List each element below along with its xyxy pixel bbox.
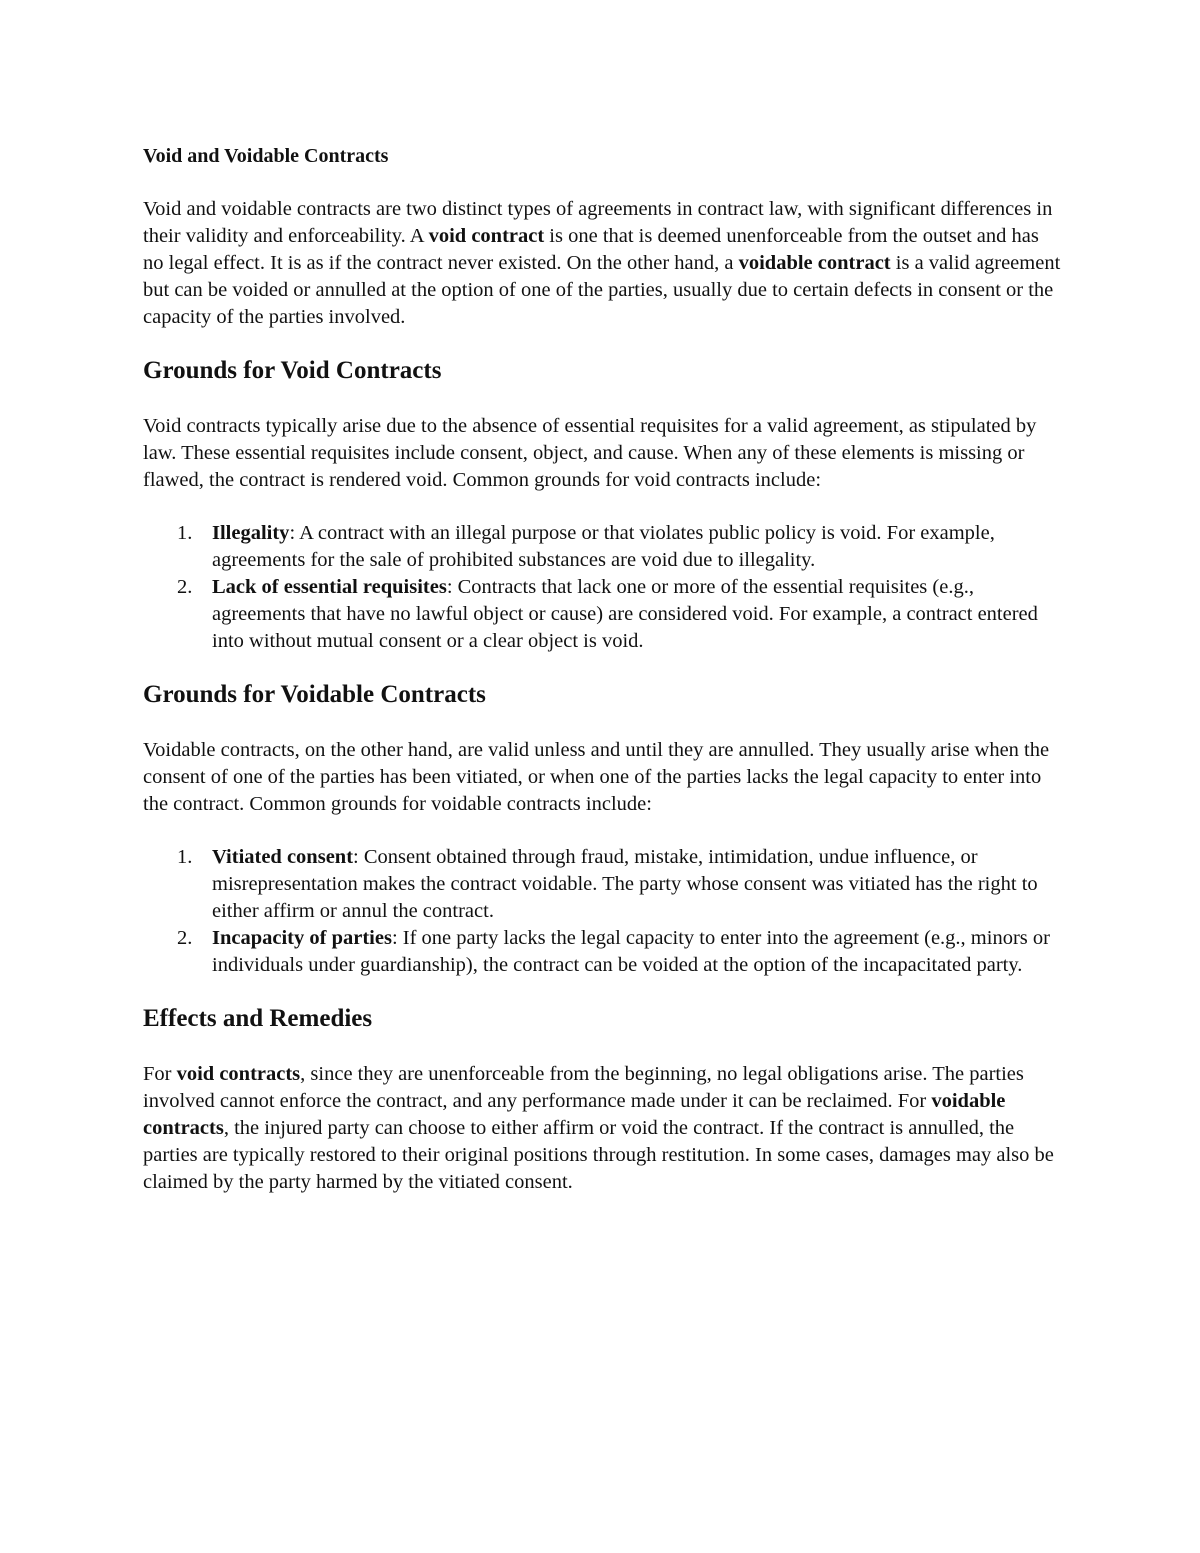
list-item-text: : A contract with an illegal purpose or that violates public policy is void. For example, agreements for the sale of prohibited substances are void due to illegality. [212, 522, 995, 571]
list-item-text: : Consent obtained through fraud, mistake, intimidation, undue influence, or misrepresentation makes the contract voidable. The party whose consent was vitiated has the right to either affirm or annul the contract. [212, 846, 1038, 922]
list-item-term: Incapacity of parties [212, 927, 392, 949]
list-item [143, 844, 1063, 925]
document-page [143, 142, 1063, 1196]
list-item-text: : If one party lacks the legal capacity to enter into the agreement (e.g., minors or individuals under guardianship), the contract can be voided at the option of the incapacitated party. [212, 927, 1050, 976]
list-item-text: : Contracts that lack one or more of the essential requisites (e.g., agreements that have no lawful object or cause) are considered void. For example, a contract entered into without mutual consent or a clear object is void. [212, 576, 1038, 652]
voidable-section-paragraph: Voidable contracts, on the other hand, are valid unless and until they are annulled. They usually arise when the consent of one of the parties has been vitiated, or when one of the parties lacks the legal capacity to enter into the contract. Common grounds for voidable contracts include: [143, 739, 1050, 815]
void-section-paragraph: Void contracts typically arise due to the absence of essential requisites for a valid agreement, as stipulated by law. These essential requisites include consent, object, and cause. When any of these elements is missing or flawed, the contract is rendered void. Common grounds for void contracts include: [143, 415, 1037, 491]
voidable-section-heading: Grounds for Voidable Contracts [143, 681, 486, 708]
effects-bold-void-contracts: void contracts [176, 1063, 301, 1085]
void-section-heading: Grounds for Void Contracts [143, 357, 442, 384]
list-item-number: 1. [177, 846, 193, 868]
list-item-term: Vitiated consent [212, 846, 354, 868]
document-title: Void and Voidable Contracts [143, 145, 389, 167]
effects-section-heading: Effects and Remedies [143, 1005, 373, 1032]
intro-paragraph [143, 196, 1063, 331]
intro-text-3: is a valid agreement but can be voided or annulled at the option of one of the parties, usually due to certain defects in consent or the capacity of the parties involved. [143, 252, 1061, 328]
list-item-number: 2. [177, 927, 193, 949]
intro-text-2: is one that is deemed unenforceable from the outset and has no legal effect. It is as if the contract never existed. On the other hand, a [143, 225, 1039, 274]
effects-text-2: , since they are unenforceable from the beginning, no legal obligations arise. The parties involved cannot enforce the contract, and any performance made under it can be reclaimed. For [143, 1063, 1024, 1112]
list-item [143, 520, 1063, 574]
effects-text-3: , the injured party can choose to either affirm or void the contract. If the contract is annulled, the parties are typically restored to their original positions through restitution. In some cases, damages may also be claimed by the party harmed by the vitiated consent. [143, 1117, 1054, 1193]
list-item-number: 2. [177, 576, 193, 598]
effects-text-1: For [143, 1063, 177, 1085]
intro-text-1: Void and voidable contracts are two distinct types of agreements in contract law, with significant differences in their validity and enforceability. A [143, 198, 1053, 247]
intro-bold-voidable-contract: voidable contract [738, 252, 891, 274]
list-item-number: 1. [177, 522, 193, 544]
effects-section-paragraph [143, 1061, 1063, 1196]
void-grounds-list [143, 520, 1063, 655]
list-item-term: Illegality [212, 522, 290, 544]
list-item [143, 925, 1063, 979]
list-item [143, 574, 1063, 655]
intro-bold-void-contract: void contract [428, 225, 545, 247]
effects-bold-voidable-contracts: voidable contracts [143, 1090, 1006, 1139]
voidable-grounds-list [143, 844, 1063, 979]
list-item-term: Lack of essential requisites [212, 576, 447, 598]
